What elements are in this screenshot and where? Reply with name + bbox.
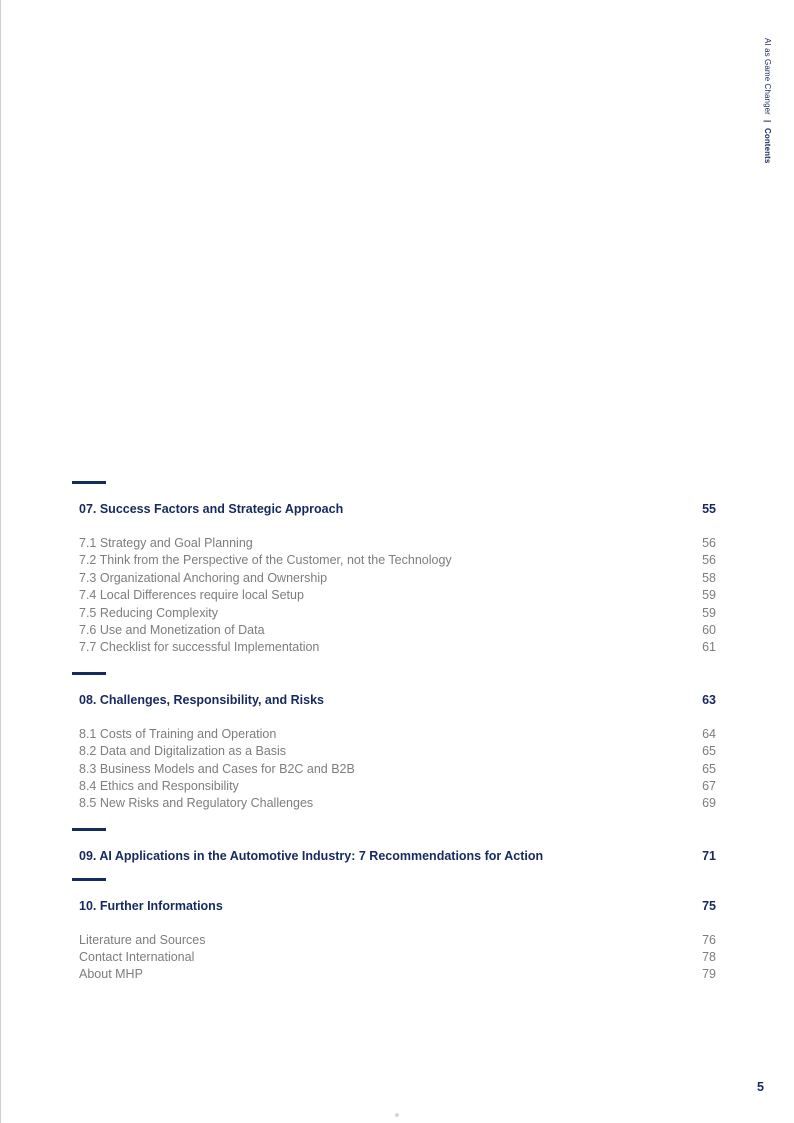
toc-section-heading[interactable] — [72, 899, 716, 913]
toc-item[interactable] — [79, 778, 716, 795]
toc-item-label: 7.4 Local Differences require local Setup — [79, 588, 304, 603]
toc-item-page: 59 — [702, 605, 716, 620]
toc-section-10 — [72, 878, 716, 984]
toc-item-page: 56 — [702, 536, 716, 550]
left-page-rule — [0, 0, 1, 1123]
toc-item[interactable] — [79, 552, 716, 569]
toc-item-label: About MHP — [79, 967, 143, 982]
toc-item-label: 7.1 Strategy and Goal Planning — [79, 536, 253, 550]
section-heading-label: 07. Success Factors and Strategic Approach — [79, 502, 344, 516]
section-heading-label: 09. AI Applications in the Automotive Industry: 7 Recommendations for Action — [79, 848, 544, 863]
toc-item-label: 8.3 Business Models and Cases for B2C and B2B — [79, 761, 355, 776]
running-header-title: AI as Game Changer — [763, 38, 772, 115]
footer-dot — [395, 1113, 399, 1117]
section-heading-page: 71 — [702, 848, 716, 863]
toc-item-page: 61 — [702, 640, 716, 655]
toc-item-label: 7.5 Reducing Complexity — [79, 605, 218, 620]
section-heading-label: 08. Challenges, Responsibility, and Risks — [79, 692, 324, 707]
toc-item-page: 56 — [702, 553, 716, 568]
toc-section-heading[interactable] — [72, 502, 716, 516]
toc-section-07 — [72, 481, 716, 657]
toc-item-label: 7.3 Organizational Anchoring and Ownership — [79, 570, 328, 585]
section-heading-page: 75 — [702, 898, 716, 913]
toc-item-page: 69 — [702, 796, 716, 811]
toc-item[interactable] — [79, 535, 716, 552]
toc-item[interactable] — [79, 605, 716, 622]
toc-item-label: 8.4 Ethics and Responsibility — [79, 778, 239, 793]
toc-item[interactable] — [79, 795, 716, 812]
toc-item-page: 78 — [702, 950, 716, 965]
section-divider-bar — [72, 878, 106, 881]
toc-item[interactable] — [79, 622, 716, 639]
toc-item[interactable] — [79, 932, 716, 949]
section-divider-bar — [72, 481, 106, 484]
toc-item-page: 60 — [702, 622, 716, 637]
toc-item-page: 67 — [702, 778, 716, 793]
toc-item-label: 7.7 Checklist for successful Implementation — [79, 640, 320, 655]
toc-item-page: 65 — [702, 744, 716, 759]
section-heading-label: 10. Further Informations — [79, 898, 223, 913]
toc-item-page: 76 — [702, 932, 716, 947]
toc-item[interactable] — [79, 726, 716, 743]
toc-item-page: 65 — [702, 761, 716, 776]
toc-item[interactable] — [79, 966, 716, 983]
toc-item[interactable] — [79, 743, 716, 760]
toc-item-label: Contact International — [79, 950, 195, 965]
running-header-section: Contents — [763, 127, 772, 164]
toc-item-page: 58 — [702, 570, 716, 585]
toc-item-label: Literature and Sources — [79, 932, 206, 947]
toc-item[interactable] — [79, 570, 716, 587]
page-number: 5 — [757, 1080, 764, 1094]
toc-section-08 — [72, 672, 716, 813]
toc-item-label: 8.1 Costs of Training and Operation — [79, 726, 277, 741]
toc-item-page: 79 — [702, 967, 716, 982]
toc-item-page: 59 — [702, 588, 716, 603]
toc-section-heading[interactable] — [72, 693, 716, 707]
toc-item-list — [72, 726, 716, 813]
toc-item[interactable] — [79, 587, 716, 604]
table-of-contents — [72, 481, 716, 984]
running-header-separator: | — [763, 120, 772, 123]
toc-section-heading[interactable] — [72, 849, 716, 863]
running-header — [748, 38, 772, 198]
section-heading-page: 63 — [702, 692, 716, 707]
toc-item[interactable] — [79, 761, 716, 778]
toc-item[interactable] — [79, 949, 716, 966]
toc-item-label: 7.6 Use and Monetization of Data — [79, 622, 265, 637]
toc-item-list — [72, 932, 716, 984]
toc-item-list — [72, 535, 716, 657]
section-divider-bar — [72, 672, 106, 675]
toc-item-page: 64 — [702, 726, 716, 741]
section-divider-bar — [72, 828, 106, 831]
toc-item-label: 7.2 Think from the Perspective of the Customer, not the Technology — [79, 553, 452, 568]
toc-section-09 — [72, 828, 716, 863]
toc-item-label: 8.2 Data and Digitalization as a Basis — [79, 744, 287, 759]
toc-item-label: 8.5 New Risks and Regulatory Challenges — [79, 796, 314, 811]
toc-item[interactable] — [79, 639, 716, 656]
section-heading-page: 55 — [702, 502, 716, 516]
